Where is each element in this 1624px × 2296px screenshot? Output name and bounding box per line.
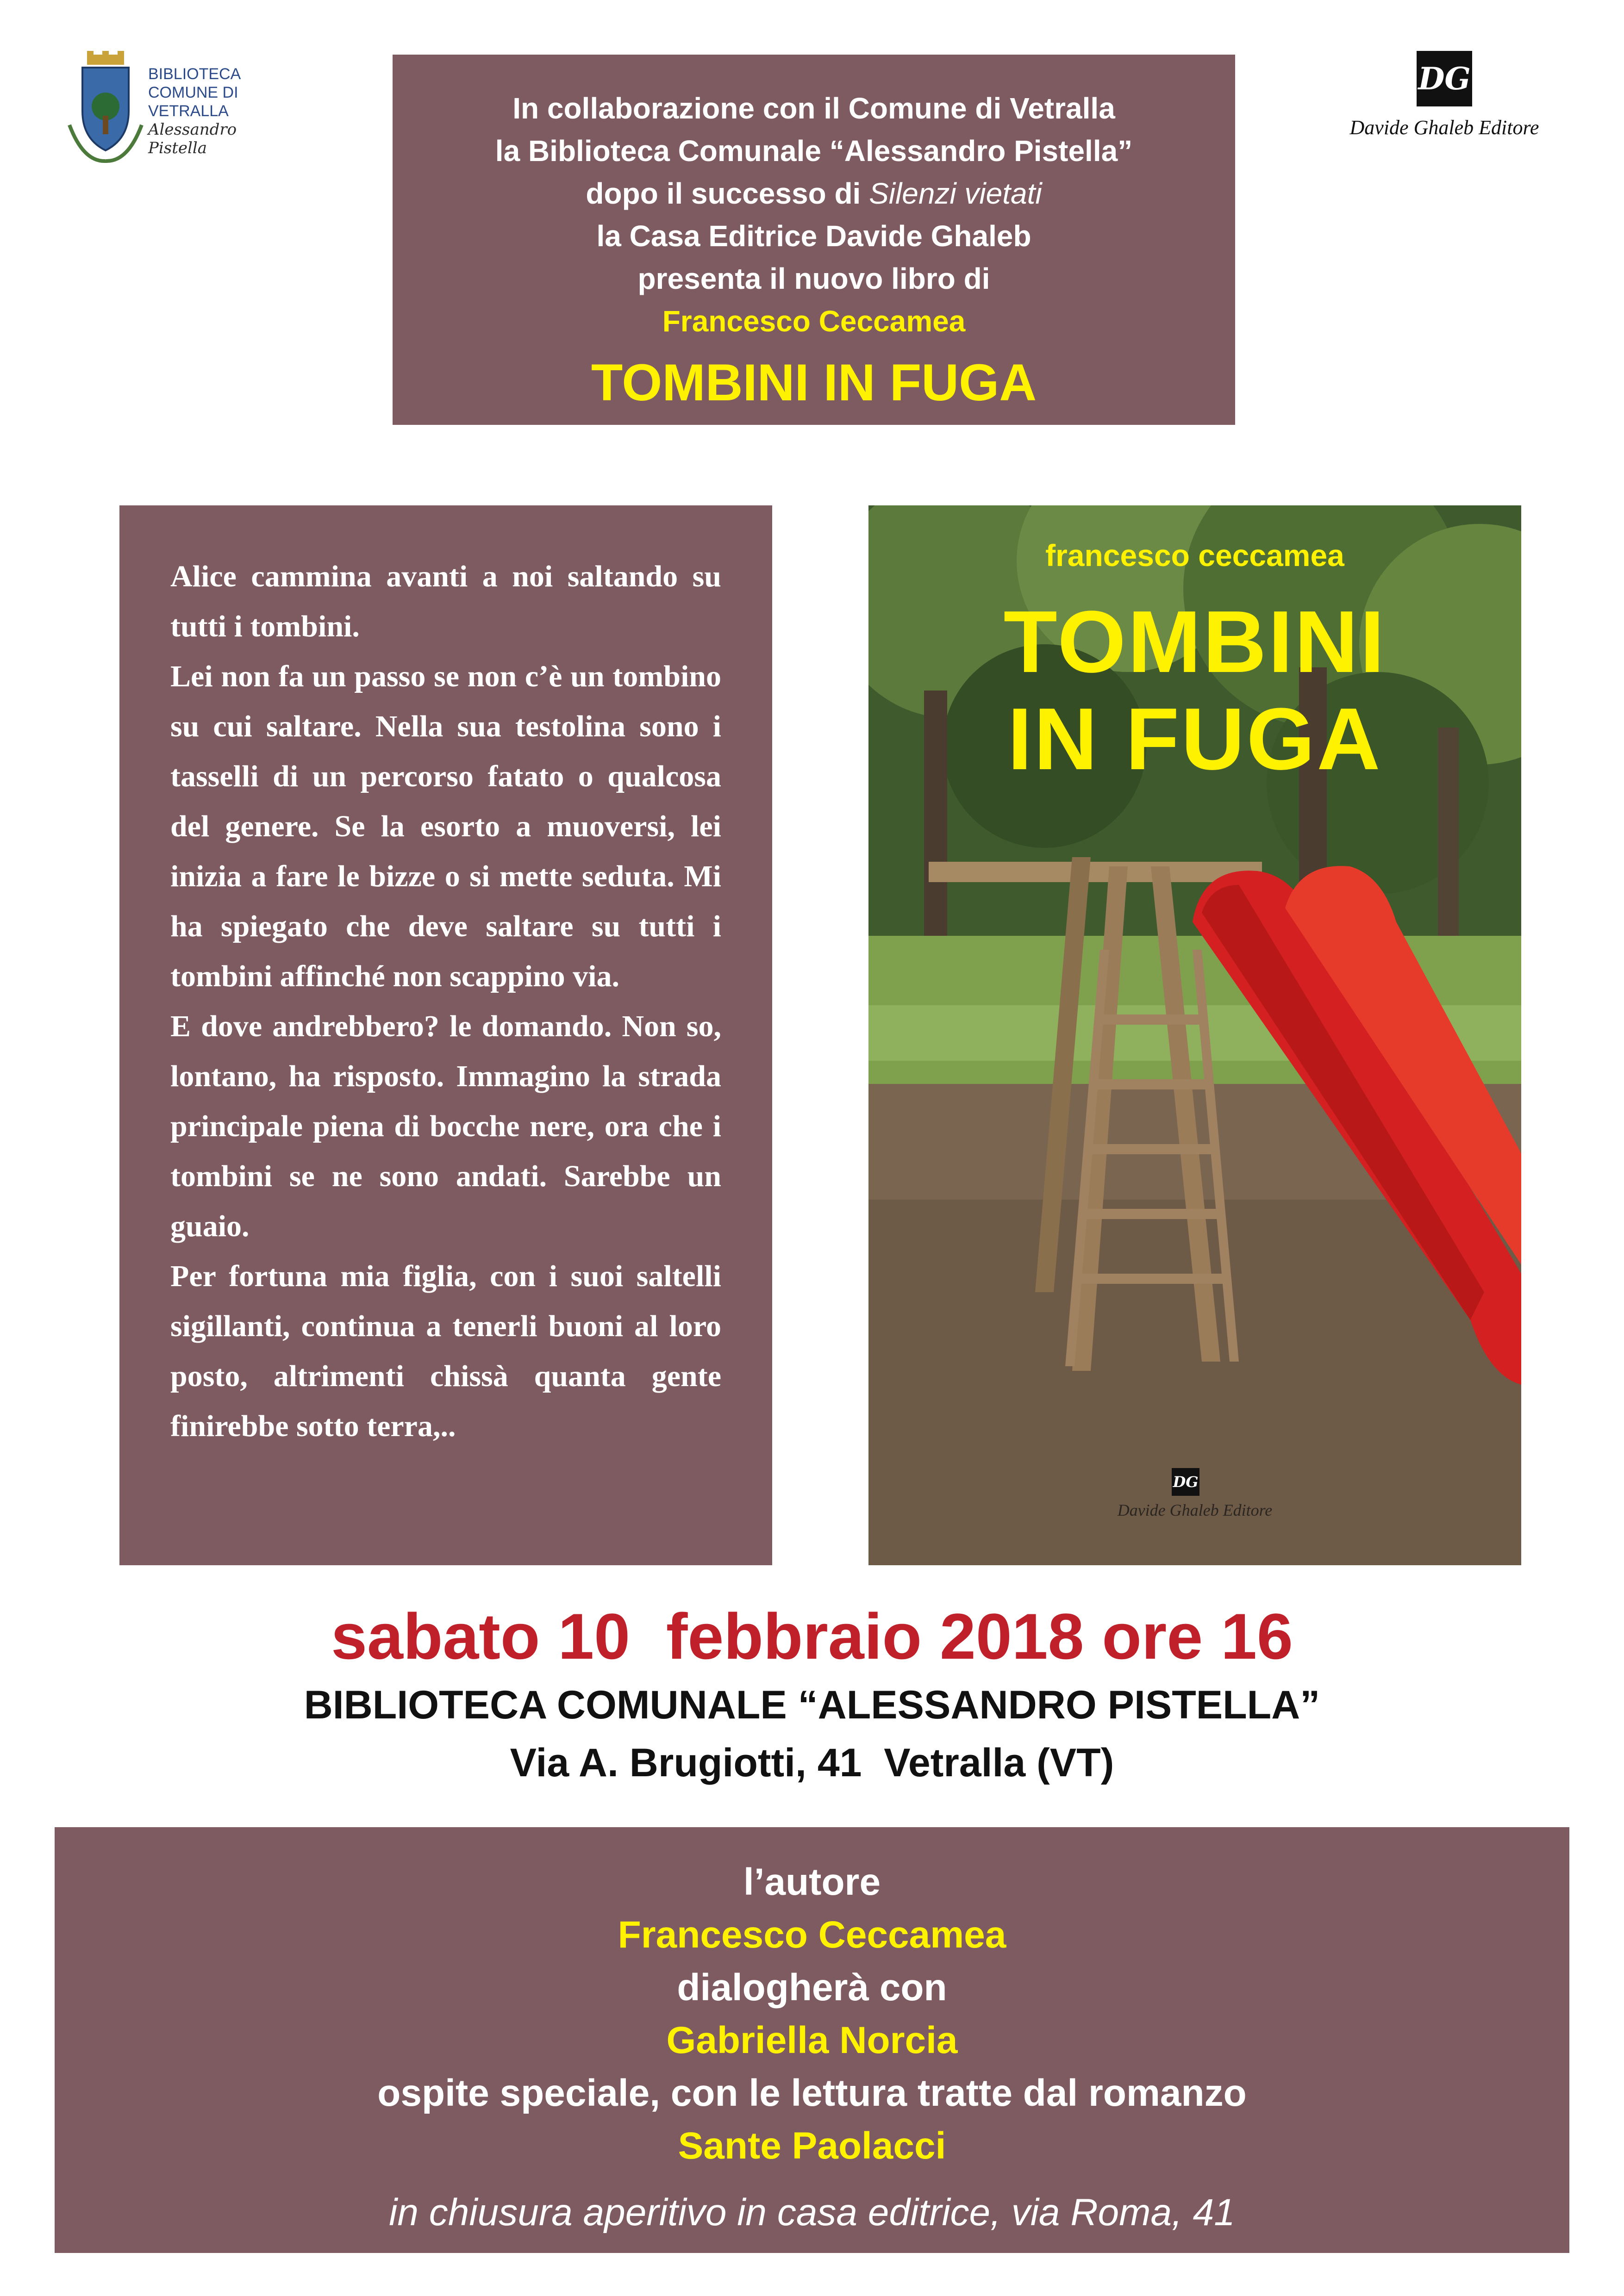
- library-logo-signature: Alessandro Pistella: [148, 120, 237, 157]
- header-line-1: In collaborazione con il Comune di Vetralla: [512, 92, 1115, 125]
- header-line-2: la Biblioteca Comunale “Alessandro Pistella”: [495, 134, 1133, 168]
- library-logo-line2: COMUNE DI VETRALLA: [148, 84, 238, 120]
- header-author: Francesco Ceccamea: [662, 305, 966, 338]
- previous-book-title: Silenzi vietati: [869, 177, 1042, 210]
- excerpt-paragraph-2: Lei non fa un passo se non c’è un tombino su cui saltare. Nella sua testolina sono i tasselli di un percorso fatato o qualcosa del genere. Se la esorto a muoversi, lei inizia a fare le bizze o si mette seduta. Mi ha spiegato che deve saltare su tutti i tombini affinché non scappino via.: [170, 660, 721, 993]
- book-cover: [868, 505, 1521, 1565]
- publisher-name: Davide Ghaleb Editore: [1349, 116, 1539, 139]
- program-line-3: dialogherà con: [677, 1966, 947, 2009]
- event-address: Via A. Brugiotti, 41 Vetralla (VT): [510, 1741, 1114, 1785]
- library-logo-line1: BIBLIOTECA: [148, 65, 241, 83]
- library-logo: [56, 51, 296, 167]
- program-closing: in chiusura aperitivo in casa editrice, via Roma, 41: [389, 2191, 1235, 2234]
- cover-title: [868, 593, 1521, 788]
- program-author: Francesco Ceccamea: [618, 1914, 1006, 1956]
- program-reader: Sante Paolacci: [678, 2125, 946, 2167]
- excerpt-paragraph-1: Alice cammina avanti a noi saltando su tutti i tombini.: [170, 560, 721, 643]
- event-venue: BIBLIOTECA COMUNALE “ALESSANDRO PISTELLA”: [304, 1683, 1320, 1727]
- header-line-3: [393, 172, 1235, 215]
- event-date: sabato 10 febbraio 2018 ore 16: [331, 1600, 1293, 1673]
- cover-publisher: Davide Ghaleb Editore: [1117, 1501, 1273, 1519]
- program-line-5: ospite speciale, con le lettura tratte dal romanzo: [377, 2072, 1247, 2114]
- program-panel: [55, 1827, 1569, 2253]
- cover-title-line-2: IN FUGA: [1007, 690, 1382, 788]
- excerpt-panel: [119, 505, 772, 1565]
- header-line-3-prefix: dopo il successo di: [586, 177, 869, 210]
- excerpt-paragraph-3: E dove andrebbero? le domando. Non so, lontano, ha risposto. Immagino la strada principale piena di bocche nere, ora che i tombini se ne sono andati. Sarebbe un guaio.: [170, 1009, 721, 1243]
- publisher-mark-icon: DG: [1417, 51, 1472, 106]
- header-panel: [393, 55, 1235, 425]
- excerpt-paragraph-4: Per fortuna mia figlia, con i suoi saltelli sigillanti, continua a tenerli buoni al loro posto, altrimenti chissà quanta gente finirebbe sotto terra,..: [170, 1259, 721, 1443]
- program-guest: Gabriella Norcia: [666, 2019, 958, 2061]
- excerpt-text: [170, 552, 721, 1451]
- cover-title-line-1: TOMBINI: [1003, 593, 1387, 691]
- header-book-title: TOMBINI IN FUGA: [591, 354, 1037, 411]
- cover-author: francesco ceccamea: [1045, 538, 1344, 572]
- publisher-logo: [1333, 51, 1555, 162]
- cover-publisher-mark-icon: DG: [1172, 1468, 1199, 1496]
- header-line-4: la Casa Editrice Davide Ghaleb: [596, 219, 1031, 253]
- header-line-5: presenta il nuovo libro di: [637, 262, 990, 295]
- program-line-1: l’autore: [743, 1861, 881, 1903]
